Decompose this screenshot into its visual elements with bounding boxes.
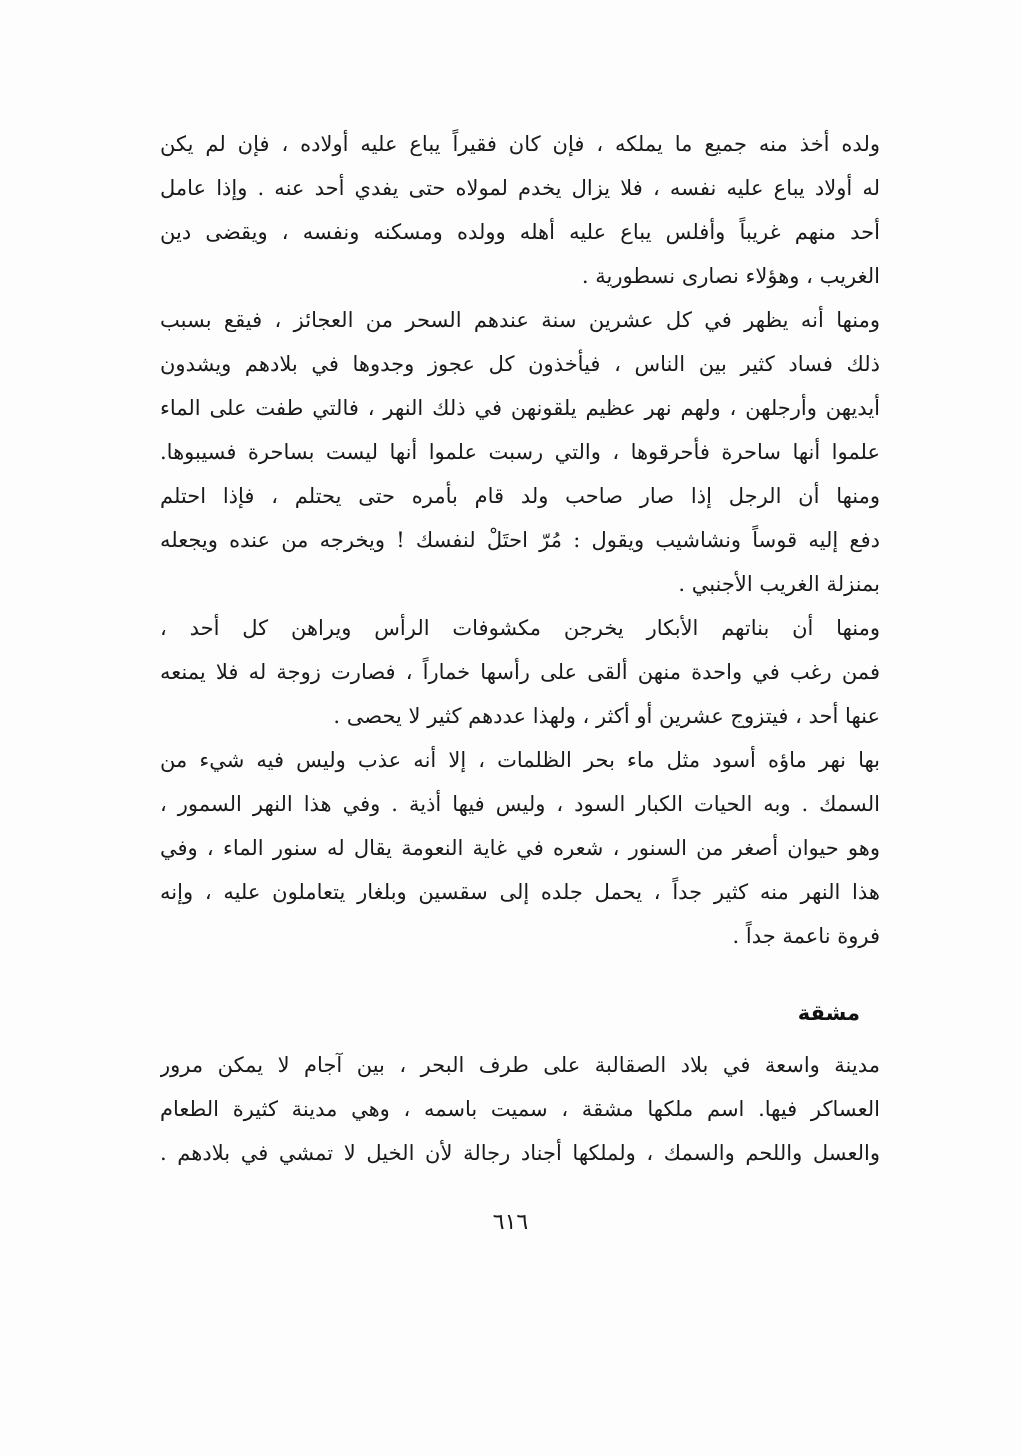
text-line: عنها أحد ، فيتزوج عشرين أو أكثر ، ولهذا عددهم كثير لا يحصى . <box>333 704 880 728</box>
section-heading: مشقة <box>797 1001 860 1025</box>
text-line: السمك . وبه الحيات الكبار السود ، وليس فيها أذية . وفي هذا النهر السمور ، <box>160 792 880 816</box>
text-line: ومنها أن الرجل إذا صار صاحب ولد قام بأمره حتى يحتلم ، فإذا احتلم <box>160 484 880 508</box>
text-line: هذا النهر منه كثير جداً ، يحمل جلده إلى سقسين وبلغار يتعاملون عليه ، وإنه <box>160 880 880 904</box>
text-line: أيديهن وأرجلهن ، ولهم نهر عظيم يلقونهن في ذلك النهر ، فالتي طفت على الماء <box>160 396 880 420</box>
text-line: دفع إليه قوساً ونشاشيب ويقول : مُرّ احتَلْ لنفسك ! ويخرجه من عنده ويجعله <box>160 528 880 552</box>
text-line: ومنها أنه يظهر في كل عشرين سنة عندهم السحر من العجائز ، فيقع بسبب <box>160 308 880 332</box>
text-line: ومنها أن بناتهم الأبكار يخرجن مكشوفات الرأس ويراهن كل أحد ، <box>160 616 880 640</box>
body-text-section-1 <box>160 122 880 958</box>
text-line: فروة ناعمة جداً . <box>732 924 880 948</box>
text-line: له أولاد يباع عليه نفسه ، فلا يزال يخدم لمولاه حتى يفدي أحد عنه . وإذا عامل <box>160 176 880 200</box>
text-line: وهو حيوان أصغر من السنور ، شعره في غاية النعومة يقال له سنور الماء ، وفي <box>160 836 880 860</box>
paragraph-river <box>160 738 880 958</box>
text-line: فمن رغب في واحدة منهن ألقى على رأسها خماراً ، فصارت زوجة له فلا يمنعه <box>160 660 880 684</box>
page-number: ٦١٦ <box>492 1210 529 1235</box>
text-line: مدينة واسعة في بلاد الصقالبة على طرف البحر ، بين آجام لا يمكن مرور <box>160 1053 880 1077</box>
text-line: العساكر فيها. اسم ملكها مشقة ، سميت باسمه ، وهي مدينة كثيرة الطعام <box>160 1097 880 1121</box>
paragraph-witches <box>160 298 880 474</box>
paragraph-sons <box>160 474 880 606</box>
paragraph-daughters <box>160 606 880 738</box>
text-line: أحد منهم غريباً وأفلس يباع عليه أهله وولده ومسكنه ونفسه ، ويقضى دين <box>160 220 880 244</box>
text-line: بمنزلة الغريب الأجنبي . <box>678 572 880 596</box>
text-line: بها نهر ماؤه أسود مثل ماء بحر الظلمات ، إلا أنه عذب وليس فيه شيء من <box>160 748 880 772</box>
text-line: ذلك فساد كثير بين الناس ، فيأخذون كل عجوز وجدوها في بلادهم ويشدون <box>160 352 880 376</box>
text-line: والعسل واللحم والسمك ، ولملكها أجناد رجالة لأن الخيل لا تمشي في بلادهم . <box>160 1141 880 1165</box>
body-text-section-2 <box>160 1043 880 1175</box>
text-line: ولده أخذ منه جميع ما يملكه ، فإن كان فقيراً يباع عليه أولاده ، فإن لم يكن <box>160 132 880 156</box>
paragraph-city <box>160 1043 880 1175</box>
text-line: الغريب ، وهؤلاء نصارى نسطورية . <box>581 264 880 288</box>
paragraph-debts <box>160 122 880 298</box>
text-line: علموا أنها ساحرة فأحرقوها ، والتي رسبت علموا أنها ليست بساحرة فسيبوها. <box>160 440 880 464</box>
